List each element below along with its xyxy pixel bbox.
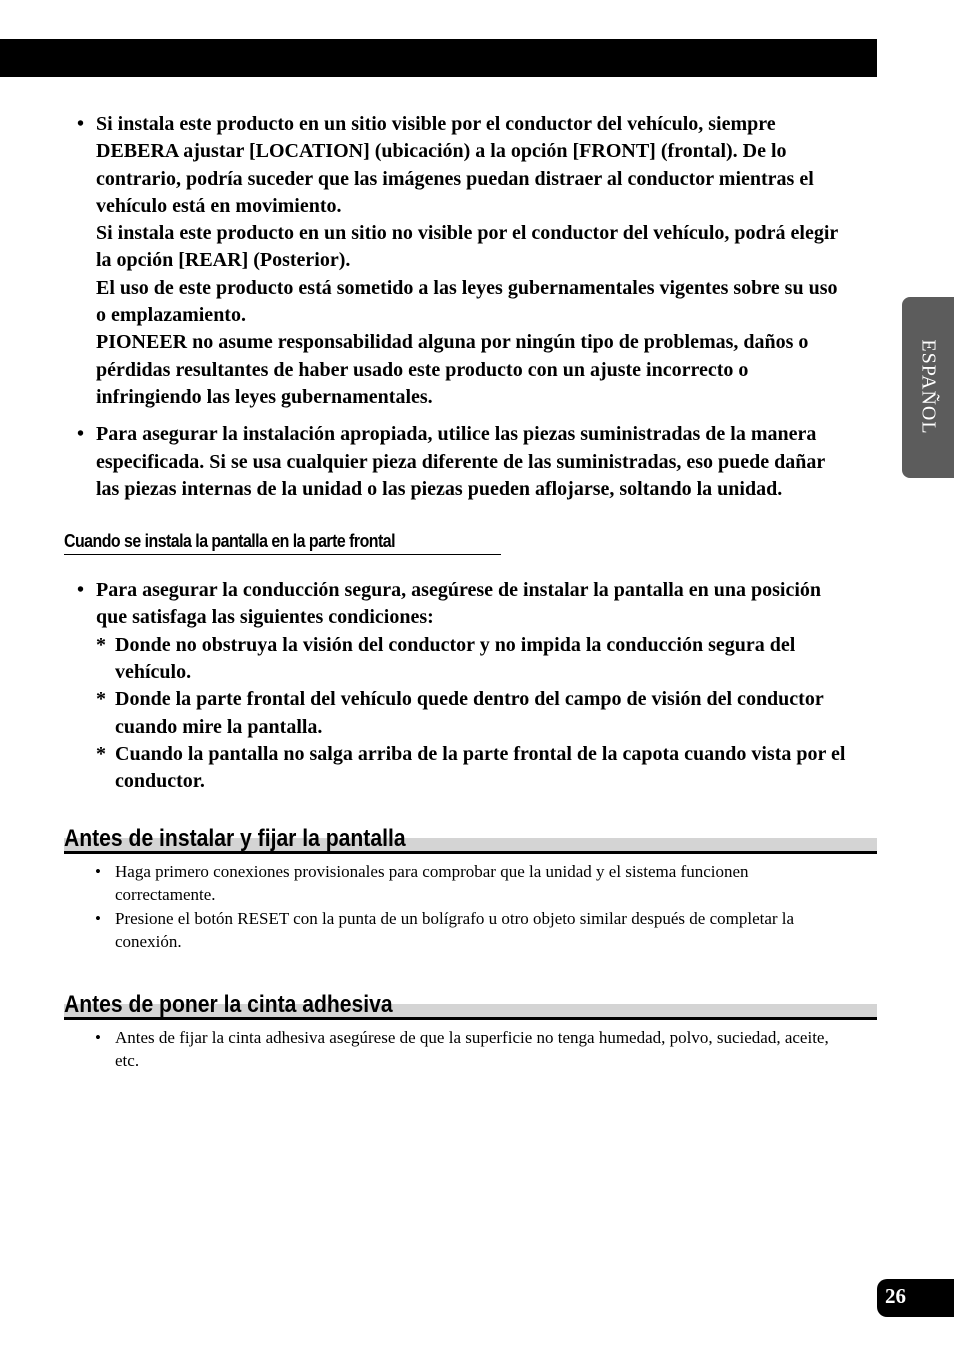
list-item [64,577,849,795]
section-heading-tape [64,984,877,1020]
item-text: Antes de fijar la cinta adhesiva asegúrese de que la superficie no tenga humedad, polvo, suciedad, aceite, etc. [115,1027,829,1071]
list-item [64,860,849,907]
paragraph: Si instala este producto en un sitio no visible por el conductor del vehículo, podrá elegir la opción [REAR] (Posterior). [96,222,838,272]
section-title: Antes de instalar y fijar la pantalla [64,824,406,852]
front-install-list [64,577,849,795]
front-install-heading [64,530,501,555]
tape-steps-list [64,1026,849,1073]
condition-text: Donde no obstruya la visión del conductor y no impida la conducción segura del vehículo. [115,633,796,684]
condition-text: Cuando la pantalla no salga arriba de la parte frontal de la capota cuando vista por el conductor. [115,742,846,793]
asterisk-icon: * [96,633,106,656]
paragraph: PIONEER no asume responsabilidad alguna por ningún tipo de problemas, daños o pérdidas resultantes de haber usado este producto con un ajuste incorrecto o infringiendo las leyes gubernamentales. [96,331,809,408]
section-title: Antes de poner la cinta adhesiva [64,990,393,1018]
paragraph: Si instala este producto en un sitio visible por el conductor del vehículo, siempre DEBERA ajustar [LOCATION] (ubicación) a la opción [FRONT] (frontal). De lo contrario, podría suceder que las imágenes puedan distraer al conductor mientras el vehículo está en movimiento. [96,113,814,217]
paragraph: Para asegurar la conducción segura, asegúrese de instalar la pantalla en una posición que satisfaga las siguientes condiciones: [96,579,822,629]
condition-item [96,686,849,741]
item-text: Presione el botón RESET con la punta de un bolígrafo u otro objeto similar después de completar la conexión. [115,908,795,952]
item-text: Haga primero conexiones provisionales para comprobar que la unidad y el sistema funcionen correctamente. [115,861,749,905]
list-item [64,421,849,503]
bullet-icon: • [77,113,85,135]
bullet-icon: • [77,423,85,446]
warning-list [64,111,849,503]
language-tab-label: ESPAÑOL [917,339,940,435]
asterisk-icon: * [96,688,106,711]
bullet-icon: • [77,579,85,602]
header-bar [0,39,877,77]
list-item [64,907,849,954]
condition-item [96,632,849,687]
bullet-icon: • [95,861,101,881]
bullet-icon: • [95,1027,101,1047]
condition-text: Donde la parte frontal del vehículo quede dentro del campo de visión del conductor cuando mire la pantalla. [115,688,824,738]
bullet-icon: • [95,908,101,928]
page-content [64,111,849,1073]
conditions-list [96,632,849,796]
paragraph: Para asegurar la instalación apropiada, utilice las piezas suministradas de la manera especificada. Si se usa cualquier pieza diferente de las suministradas, eso puede dañar las piezas internas de la unidad o las piezas pueden aflojarse, soltando la unidad. [96,423,825,500]
condition-item [96,741,849,796]
section-heading-install [64,818,877,854]
page-number-box [877,1279,954,1317]
list-item [64,111,849,411]
page-number: 26 [885,1284,906,1308]
paragraph: El uso de este producto está sometido a las leyes gubernamentales vigentes sobre su uso o emplazamiento. [96,276,838,327]
install-steps-list [64,860,849,954]
list-item [64,1026,849,1073]
asterisk-icon: * [96,742,106,765]
front-install-heading-text: Cuando se instala la pantalla en la parte frontal [64,530,396,552]
language-tab [902,297,954,478]
